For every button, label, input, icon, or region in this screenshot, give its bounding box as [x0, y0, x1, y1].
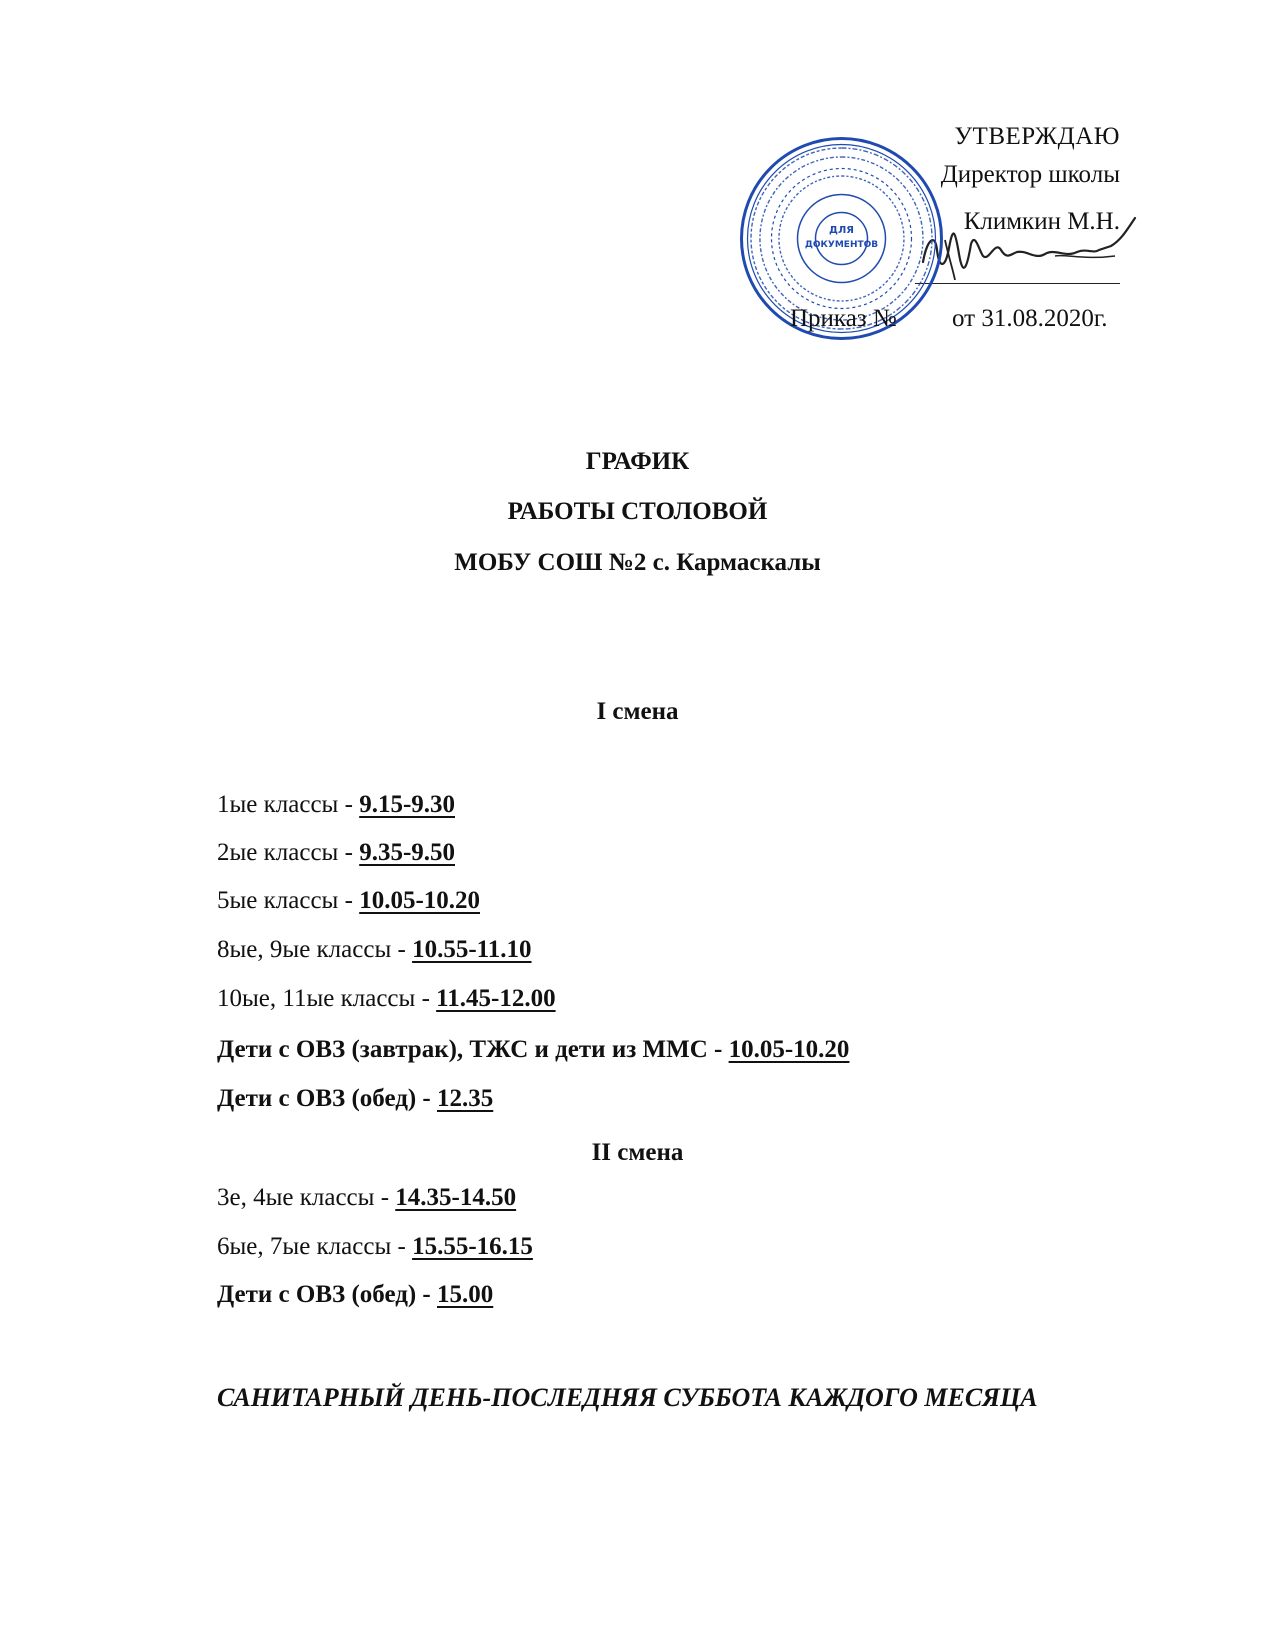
row-time: 15.55-16.15	[412, 1233, 533, 1260]
schedule-row	[217, 1035, 849, 1065]
schedule-row	[217, 984, 556, 1014]
row-time: 9.35-9.50	[359, 839, 456, 866]
row-label: 3е, 4ые классы -	[217, 1184, 396, 1211]
row-time: 10.05-10.20	[728, 1036, 850, 1063]
row-time: 12.35	[437, 1085, 494, 1112]
row-label: 1ые классы -	[217, 791, 360, 818]
row-label: Дети с ОВЗ (обед) -	[217, 1281, 438, 1308]
row-time: 10.55-11.10	[412, 936, 532, 963]
signature-icon	[915, 210, 1150, 290]
document-subtitle: РАБОТЫ СТОЛОВОЙ	[507, 498, 768, 525]
schedule-row	[217, 1232, 533, 1262]
schedule-row	[217, 838, 455, 868]
row-time: 11.45-12.00	[436, 985, 556, 1012]
approval-block	[0, 0, 1275, 380]
row-label: 6ые, 7ые классы -	[217, 1233, 413, 1260]
row-label: 8ые, 9ые классы -	[217, 936, 413, 963]
schedule-row	[217, 1084, 493, 1114]
row-time: 15.00	[437, 1281, 494, 1308]
row-label: 10ые, 11ые классы -	[217, 985, 437, 1012]
approval-title: УТВЕРЖДАЮ	[954, 123, 1120, 150]
schedule-row	[217, 1280, 493, 1310]
approval-name: Климкин М.Н.	[963, 208, 1120, 235]
schedule-row	[217, 790, 455, 820]
seal-center-line2: ДОКУМЕНТОВ	[804, 240, 879, 250]
row-label: Дети с ОВЗ (завтрак), ТЖС и дети из ММС -	[217, 1036, 729, 1063]
row-time: 9.15-9.30	[359, 791, 456, 818]
document-title: ГРАФИК	[585, 448, 690, 475]
row-label: 5ые классы -	[217, 887, 360, 914]
schedule-row	[217, 935, 532, 965]
row-time: 10.05-10.20	[359, 887, 481, 914]
row-label: Дети с ОВЗ (обед) -	[217, 1085, 438, 1112]
schedule-row	[217, 886, 480, 916]
approval-role: Директор школы	[940, 161, 1120, 188]
row-label: 2ые классы -	[217, 839, 360, 866]
schedule-row	[217, 1183, 516, 1213]
seal-center-line1: ДЛЯ	[829, 225, 854, 236]
row-time: 14.35-14.50	[395, 1184, 517, 1211]
approval-date: от 31.08.2020г.	[952, 305, 1108, 332]
shift-1-title: I смена	[596, 698, 679, 725]
approval-order: Приказ №	[790, 305, 897, 332]
school-name: МОБУ СОШ №2 с. Кармаскалы	[454, 549, 821, 576]
shift-2-title: II смена	[591, 1139, 684, 1166]
sanitary-day-note: САНИТАРНЫЙ ДЕНЬ-ПОСЛЕДНЯЯ СУББОТА КАЖДОГО МЕСЯЦА	[217, 1383, 1038, 1412]
